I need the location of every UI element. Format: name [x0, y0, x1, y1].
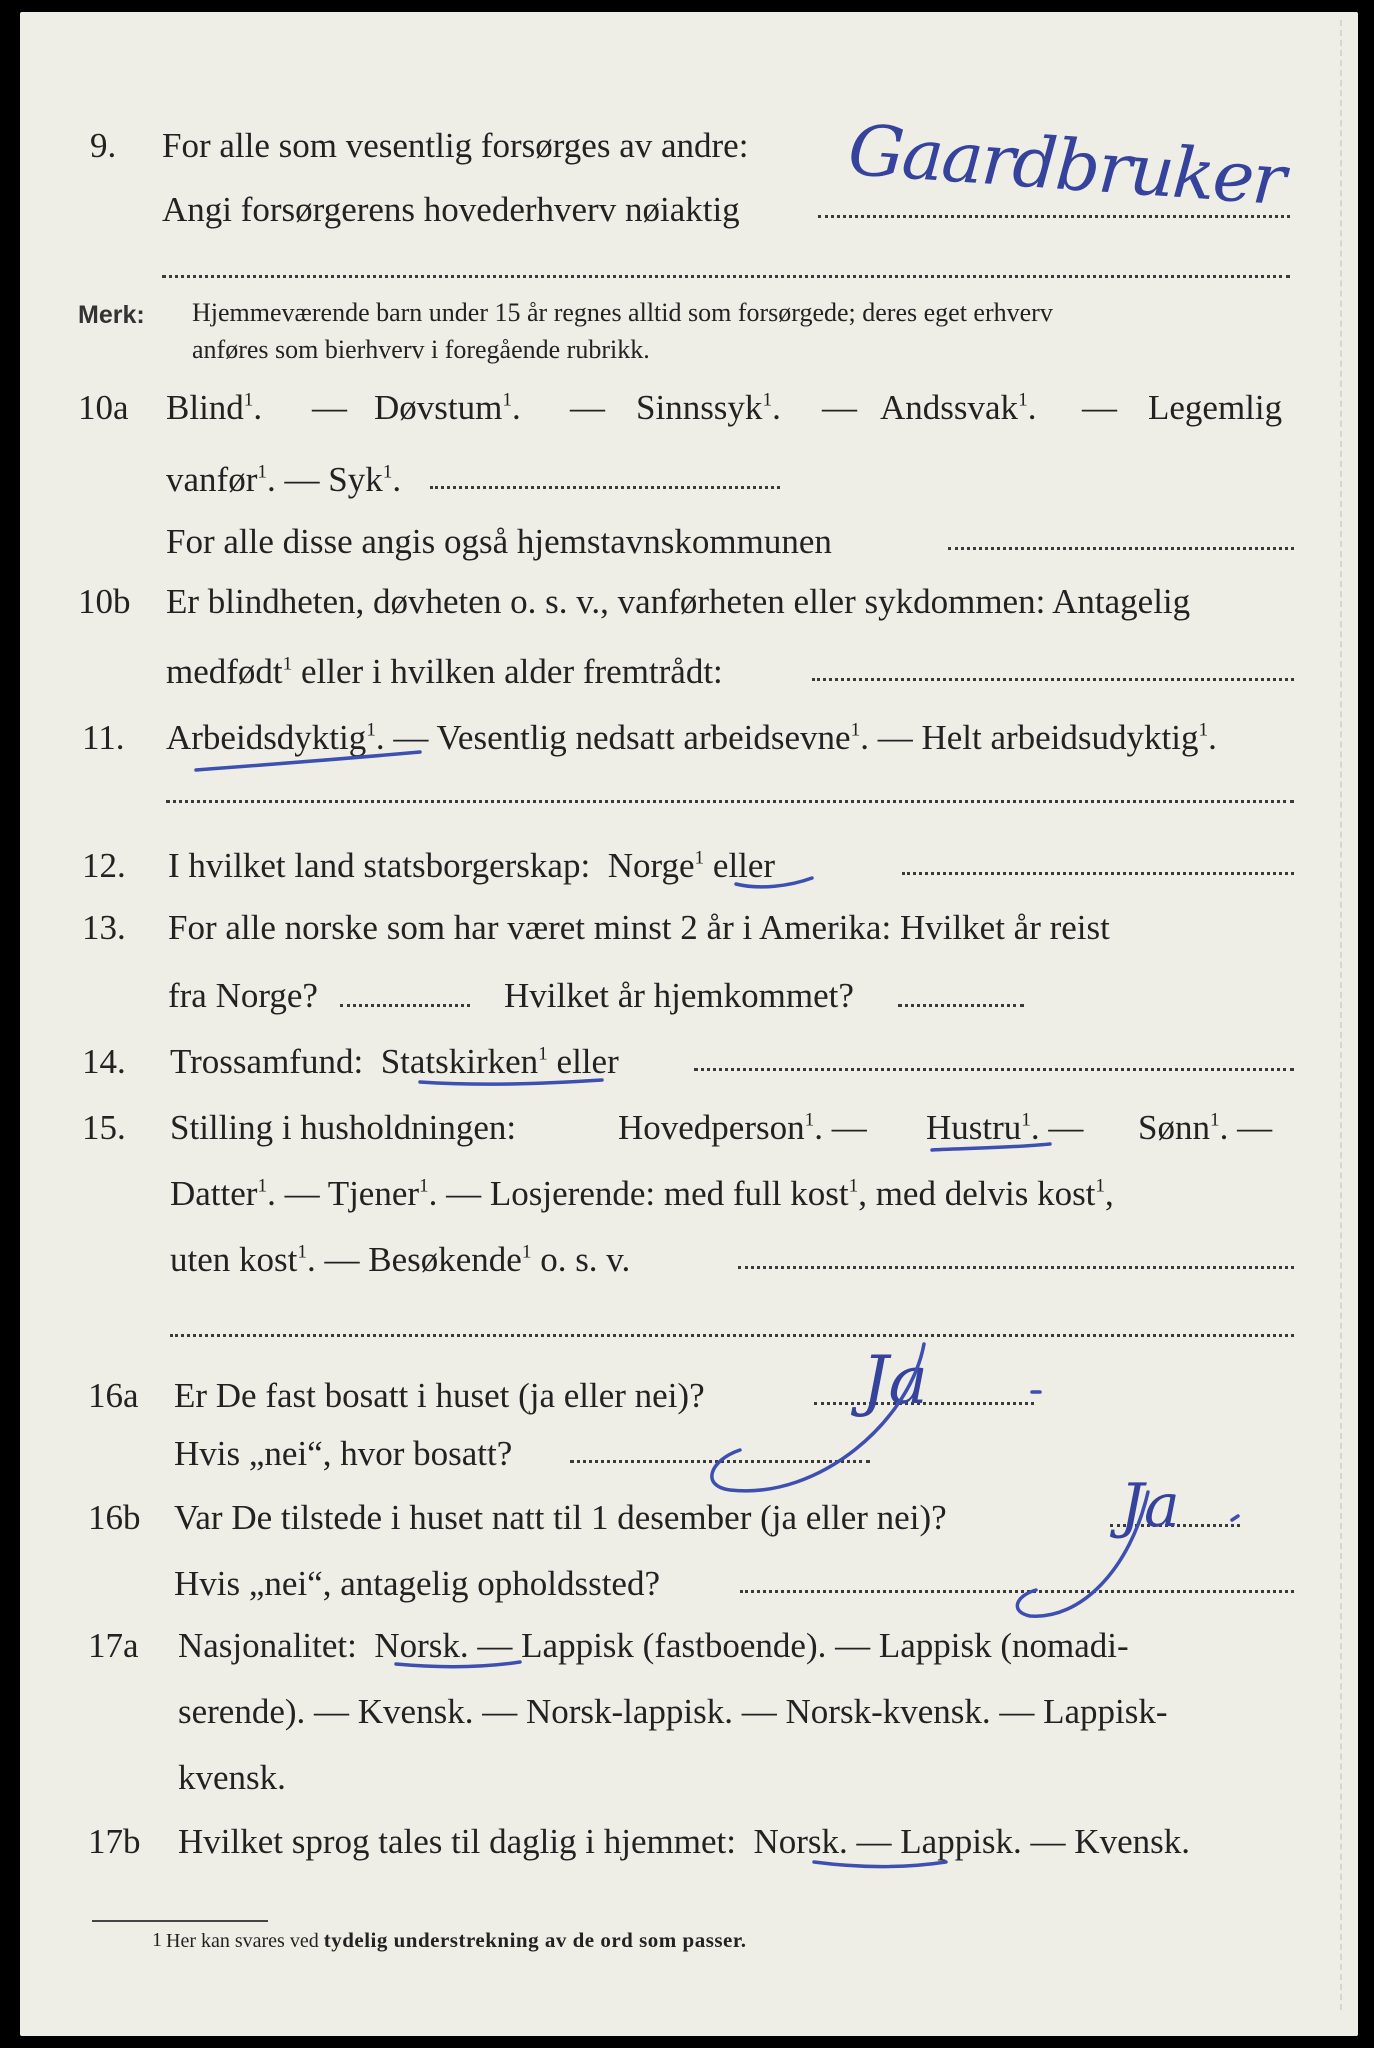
q13-hjem-line	[898, 1004, 1024, 1007]
q12-answer-line	[902, 872, 1294, 875]
merk-line1: Hjemmeværende barn under 15 år regnes alltid som forsørgede; deres eget erhverv	[192, 298, 1053, 327]
q9-line2: Angi forsørgerens hovederhverv nøiaktig	[162, 190, 740, 229]
q15-line3: uten kost$^1$. — Besøkende$^1$ o. s. v.	[170, 1240, 631, 1279]
q9-number: 9.	[90, 126, 117, 165]
q10a-dash1: —	[312, 388, 347, 427]
q16a-number: 16a	[88, 1376, 139, 1415]
q14-answer-line	[694, 1068, 1294, 1071]
q17a-line2: serende). — Kvensk. — Norsk-lappisk. — Norsk-kvensk. — Lappisk-	[178, 1692, 1168, 1731]
footnote-text: Her kan svares ved tydelig understrekning av de ord som passer.	[166, 1928, 747, 1952]
merk-label: Merk:	[78, 301, 145, 329]
q10a-vanfor: vanfør$^1$. — Syk$^1$.	[166, 460, 402, 499]
q15-sonn: Sønn$^1$. —	[1138, 1108, 1273, 1147]
q11-line: Arbeidsdyktig$^1$. — Vesentlig nedsatt arbeidsevne$^1$. — Helt arbeidsudyktig$^1$.	[166, 718, 1217, 757]
q10b-number: 10b	[78, 582, 131, 621]
q16a-line1: Er De fast bosatt i huset (ja eller nei)?	[174, 1376, 705, 1415]
q17a-line1: Nasjonalitet: Norsk. — Lappisk (fastboende). — Lappisk (nomadi-	[178, 1626, 1129, 1665]
q15-number: 15.	[82, 1108, 126, 1147]
footnote-mark: 1	[152, 1929, 162, 1951]
q10a-sinnssyk: Sinnssyk$^1$.	[636, 388, 781, 427]
q13-fra: fra Norge?	[168, 976, 318, 1015]
q10a-hjemstavn-line	[948, 547, 1294, 550]
q11-extra-line	[166, 800, 1294, 803]
page-edge-rule	[1340, 20, 1342, 2010]
q16b-opholdssted-line	[740, 1590, 1294, 1593]
q10a-legemlig: Legemlig	[1148, 388, 1283, 427]
q12-line: I hvilket land statsborgerskap: Norge$^1$ eller	[168, 846, 776, 885]
q15-extra-line	[170, 1334, 1294, 1337]
q17b-line: Hvilket sprog tales til daglig i hjemmet: Norsk. — Lappisk. — Kvensk.	[178, 1822, 1190, 1861]
footnote-rule	[92, 1920, 268, 1922]
q10a-andssvak: Andssvak$^1$.	[880, 388, 1037, 427]
q17b-number: 17b	[88, 1822, 141, 1861]
q15-hovedperson: Hovedperson$^1$. —	[618, 1108, 867, 1147]
q16b-handwritten-answer: Ja	[1120, 1471, 1180, 1541]
q10a-blind: Blind$^1$.	[166, 388, 263, 427]
q16a-line2: Hvis „nei“, hvor bosatt?	[174, 1434, 513, 1473]
q16b-line2: Hvis „nei“, antagelig opholdssted?	[174, 1564, 660, 1603]
q15-hustru: Hustru$^1$. —	[926, 1108, 1084, 1147]
q10a-dash4: —	[1082, 388, 1117, 427]
q10a-syk-line	[430, 486, 780, 489]
q16b-number: 16b	[88, 1498, 141, 1537]
q10b-answer-line	[812, 678, 1294, 681]
q10a-dovstum: Døvstum$^1$.	[374, 388, 521, 427]
q9-line1: For alle som vesentlig forsørges av andre:	[162, 126, 749, 165]
merk-line2: anføres som bierhverv i foregående rubrikk.	[192, 335, 650, 364]
q9-handwritten-answer: Gaardbruker	[845, 108, 1287, 222]
q10b-line1: Er blindheten, døvheten o. s. v., vanførheten eller sykdommen: Antagelig	[166, 582, 1191, 621]
q16b-line1: Var De tilstede i huset natt til 1 desember (ja eller nei)?	[174, 1498, 947, 1537]
q15-answer-line	[738, 1266, 1294, 1269]
q14-line: Trossamfund: Statskirken$^1$ eller	[170, 1042, 619, 1081]
q16a-handwritten-answer: Ja	[862, 1342, 928, 1419]
q10a-dash3: —	[822, 388, 857, 427]
q10a-line3: For alle disse angis også hjemstavnskommunen	[166, 522, 832, 561]
q9-extra-line	[162, 275, 1290, 278]
q10b-line2: medfødt$^1$ eller i hvilken alder fremtrådt:	[166, 652, 723, 691]
q12-number: 12.	[82, 846, 126, 885]
q11-number: 11.	[82, 718, 125, 757]
q13-hjem: Hvilket år hjemkommet?	[504, 976, 854, 1015]
q17a-line3: kvensk.	[178, 1758, 286, 1797]
q13-number: 13.	[82, 908, 126, 947]
q10a-dash2: —	[570, 388, 605, 427]
q14-number: 14.	[82, 1042, 126, 1081]
footnote-bold-text: tydelig understrekning av de ord som passer.	[323, 1928, 747, 1952]
q13-line1: For alle norske som har været minst 2 år i Amerika: Hvilket år reist	[168, 908, 1110, 947]
q10a-number: 10a	[78, 388, 129, 427]
q16a-bosatt-line	[570, 1460, 870, 1463]
q17a-number: 17a	[88, 1626, 139, 1665]
q13-fra-line	[340, 1004, 470, 1007]
q15-stilling: Stilling i husholdningen:	[170, 1108, 517, 1147]
q15-line2: Datter$^1$. — Tjener$^1$. — Losjerende: med full kost$^1$, med delvis kost$^1$,	[170, 1174, 1114, 1213]
